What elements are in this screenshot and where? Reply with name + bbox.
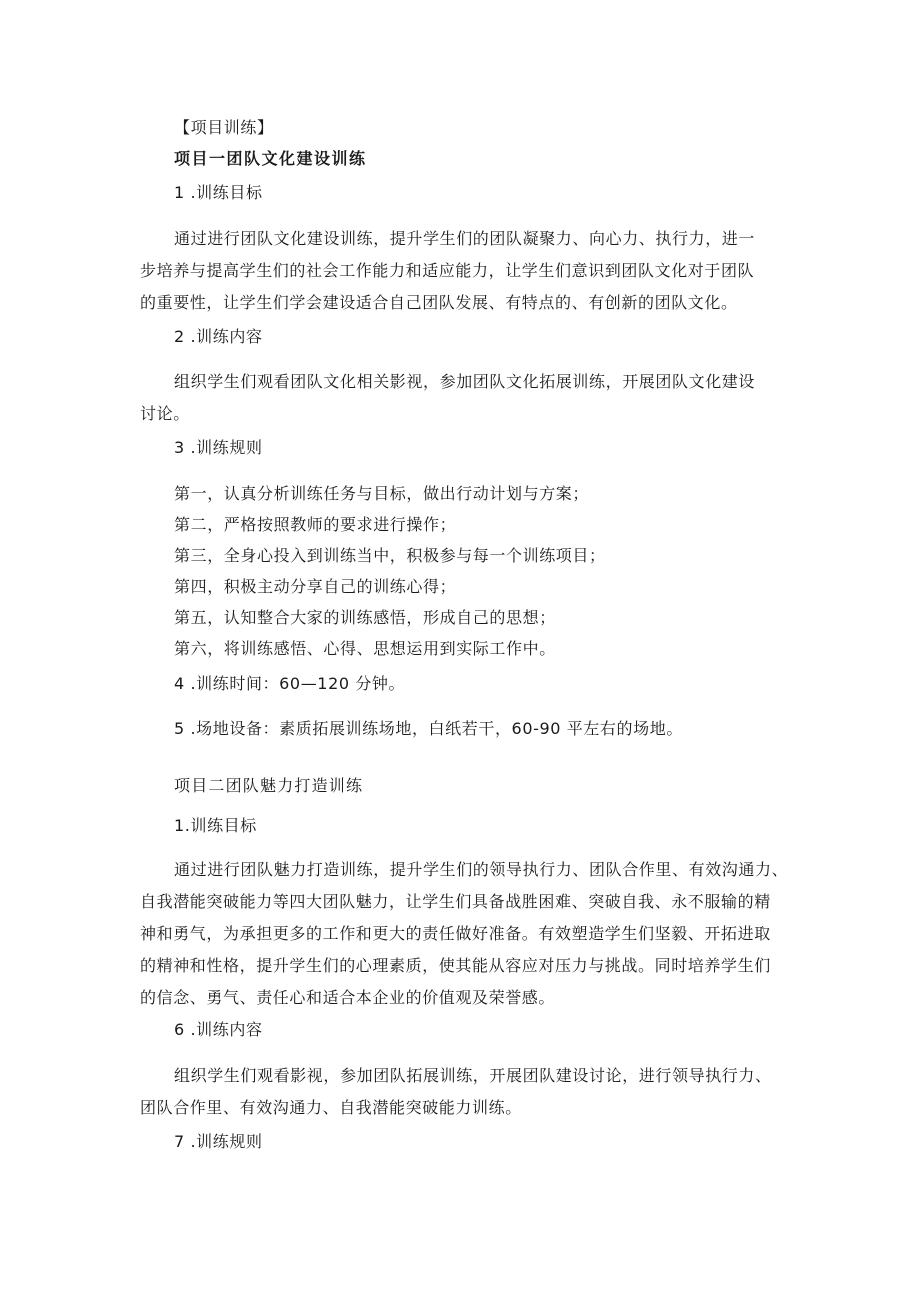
project1-time-line: 4 .训练时间：60—120 分钟。 <box>174 674 406 693</box>
project1-content-line: 组织学生们观看团队文化相关影视，参加团队文化拓展训练，开展团队文化建设 <box>174 372 756 391</box>
project2-content-heading: 6 .训练内容 <box>174 1020 263 1039</box>
project2-content-line: 组织学生们观看影视，参加团队拓展训练，开展团队建设讨论，进行领导执行力、 <box>174 1066 772 1085</box>
project2-goal-line: 通过进行团队魅力打造训练，提升学生们的领导执行力、团队合作里、有效沟通力、 <box>174 860 789 879</box>
project1-goal-heading: 1 .训练目标 <box>174 183 263 202</box>
project1-content-line: 讨论。 <box>140 404 190 423</box>
project2-goal-line: 神和勇气，为承担更多的工作和更大的责任做好准备。有效塑造学生们坚毅、开拓进取 <box>140 924 771 943</box>
project1-title: 项目一团队文化建设训练 <box>174 149 367 168</box>
project2-goal-line: 自我潜能突破能力等四大团队魅力，让学生们具备战胜困难、突破自我、永不服输的精 <box>140 892 771 911</box>
project2-goal-line: 的精神和性格，提升学生们的心理素质，使其能从容应对压力与挑战。同时培养学生们 <box>140 956 771 975</box>
project2-goal-heading: 1.训练目标 <box>174 816 257 835</box>
project2-goal-line: 的信念、勇气、责任心和适合本企业的价值观及荣誉感。 <box>140 988 556 1007</box>
project1-venue-line: 5 .场地设备：素质拓展训练场地，白纸若干，60-90 平左右的场地。 <box>174 719 683 738</box>
project1-goal-line: 的重要性，让学生们学会建设适合自己团队发展、有特点的、有创新的团队文化。 <box>140 293 738 312</box>
project1-goal-line: 通过进行团队文化建设训练，提升学生们的团队凝聚力、向心力、执行力，进一 <box>174 229 756 248</box>
section-tag: 【项目训练】 <box>174 118 274 137</box>
project1-rule-item: 第四，积极主动分享自己的训练心得； <box>174 577 457 596</box>
project1-rule-item: 第三，全身心投入到训练当中，积极参与每一个训练项目； <box>174 546 606 565</box>
project2-rules-heading: 7 .训练规则 <box>174 1132 263 1151</box>
project1-rule-item: 第二，严格按照教师的要求进行操作； <box>174 515 457 534</box>
project1-rule-item: 第一，认真分析训练任务与目标，做出行动计划与方案； <box>174 484 590 503</box>
project1-goal-line: 步培养与提高学生们的社会工作能力和适应能力，让学生们意识到团队文化对于团队 <box>140 261 755 280</box>
project2-title: 项目二团队魅力打造训练 <box>174 776 364 795</box>
project1-rules-heading: 3 .训练规则 <box>174 438 263 457</box>
project1-rule-item: 第五，认知整合大家的训练感悟，形成自己的思想； <box>174 608 556 627</box>
project2-content-line: 团队合作里、有效沟通力、自我潜能突破能力训练。 <box>140 1098 522 1117</box>
project1-rule-item: 第六，将训练感悟、心得、思想运用到实际工作中。 <box>174 639 556 658</box>
project1-content-heading: 2 .训练内容 <box>174 327 263 346</box>
